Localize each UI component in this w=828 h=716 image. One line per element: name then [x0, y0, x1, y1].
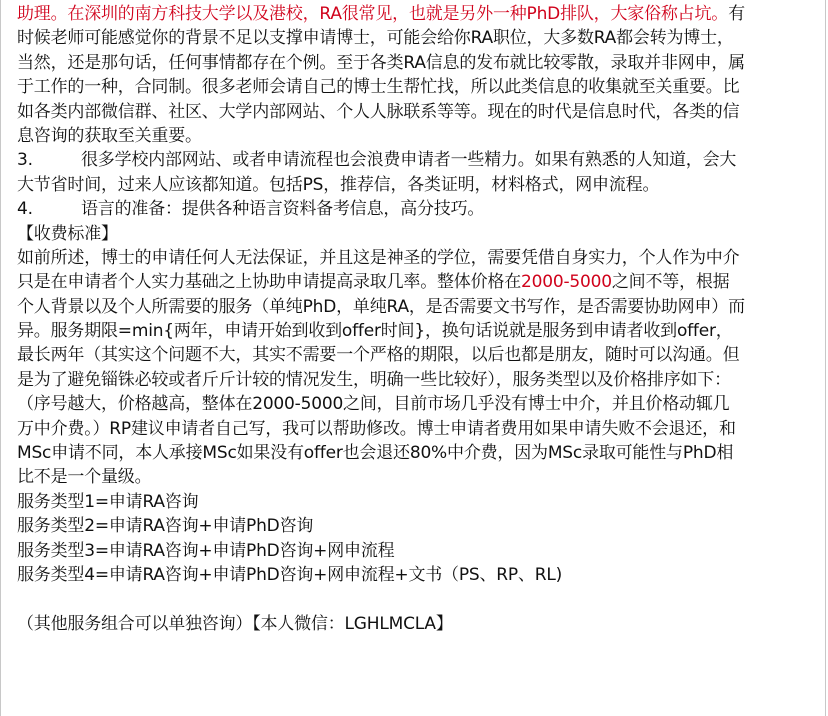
service-type-list — [17, 490, 817, 588]
body-text: 时候老师可能感觉你的背景不足以支撑申请博士，可能会给你RA职位，大多数RA都会转为博士， — [17, 28, 734, 49]
fee-paragraph-line — [17, 343, 817, 367]
body-text: 个人背景以及个人所需要的服务（单纯PhD，单纯RA，是否需要文书写作，是否需要协助网申）而 — [17, 296, 745, 317]
ra-paragraph-line — [17, 124, 817, 148]
item-3-text-2: 大节省时间，过来人应该都知道。包括PS，推荐信，各类证明，材料格式，网申流程。 — [17, 174, 660, 195]
fee-paragraph-line — [17, 368, 817, 392]
fee-paragraph-line — [17, 295, 817, 319]
ra-paragraph-line — [17, 51, 817, 75]
ra-section — [17, 2, 817, 148]
body-text: 是为了避免锱铢必较或者斤斤计较的情况发生，明确一些比较好），服务类型以及价格排序如下： — [17, 369, 731, 390]
fee-heading — [17, 222, 817, 246]
fee-section — [17, 246, 817, 490]
body-text: 异。服务期限=min{两年，申请开始到收到offer时间}，换句话说就是服务到申请者收到offer， — [17, 321, 733, 342]
item-4-text: 语言的准备：提供各种语言资料备考信息，高分技巧。 — [81, 199, 485, 220]
service-type-item: 服务类型1=申请RA咨询 — [17, 491, 199, 512]
body-text: 当然，还是那句话，任何事情都存在个例。至于各类RA信息的发布就比较零散，录取并非网申，属 — [17, 52, 745, 73]
item-3-number: 3. — [17, 150, 33, 171]
service-type-item: 服务类型2=申请RA咨询+申请PhD咨询 — [17, 516, 314, 537]
service-type-item: 服务类型4=申请RA咨询+申请PhD咨询+网申流程+文书（PS、RP、RL) — [17, 564, 563, 585]
body-text: 最长两年（其实这个问题不大，其实不需要一个严格的期限，以后也都是朋友，随时可以沟通。但 — [17, 345, 740, 366]
fee-paragraph-line — [17, 319, 817, 343]
document-body — [17, 2, 817, 636]
ra-paragraph-line — [17, 26, 817, 50]
item-4-number: 4. — [17, 199, 33, 220]
highlighted-text: 2000-5000 — [521, 272, 612, 293]
footer-text: （其他服务组合可以单独咨询）【本人微信：LGHLMCLA】 — [17, 613, 453, 634]
item-3-line-1 — [17, 148, 817, 172]
body-text: 有 — [728, 4, 745, 24]
body-text: 比不是一个量级。 — [17, 467, 152, 488]
fee-paragraph-line — [17, 441, 817, 465]
fee-paragraph-line — [17, 246, 817, 270]
fee-paragraph-line — [17, 392, 817, 416]
body-text: 只是在申请者个人实力基础之上协助申请提高录取几率。整体价格在 — [17, 272, 521, 293]
item-4-line — [17, 197, 817, 221]
body-text: MSc申请不同，本人承接MSc如果没有offer也会退还80%中介费，因为MSc录取可能性与PhD相 — [17, 443, 734, 464]
ra-paragraph-line — [17, 100, 817, 124]
body-text: 万中介费。）RP建议申请者自己写，我可以帮助修改。博士申请者费用如果申请失败不会退还，和 — [17, 418, 736, 439]
fee-paragraph-line — [17, 417, 817, 441]
fee-paragraph-line — [17, 270, 817, 294]
service-type-item: 服务类型3=申请RA咨询+申请PhD咨询+网申流程 — [17, 540, 395, 561]
item-3-line-2 — [17, 173, 817, 197]
item-3-text-1: 很多学校内部网站、或者申请流程也会浪费申请者一些精力。如果有熟悉的人知道，会大 — [81, 150, 737, 171]
footer-line — [17, 612, 817, 636]
body-text: 如前所述，博士的申请任何人无法保证，并且这是神圣的学位，需要凭借自身实力，个人作为中介 — [17, 247, 740, 268]
body-text: 于工作的一种，合同制。很多老师会请自己的博士生帮忙找，所以此类信息的收集就至关重要。比 — [17, 77, 740, 98]
fee-paragraph-line — [17, 465, 817, 489]
ra-paragraph-line — [17, 75, 817, 99]
ra-paragraph-line — [17, 2, 817, 26]
body-text: 息咨询的获取至关重要。 — [17, 125, 202, 146]
blank-line — [17, 587, 817, 611]
body-text: 如各类内部微信群、社区、大学内部网站、个人人脉联系等等。现在的时代是信息时代，各类的信 — [17, 101, 740, 122]
highlighted-text: 助理。在深圳的南方科技大学以及港校，RA很常见，也就是另外一种PhD排队，大家俗称占坑。 — [17, 4, 729, 24]
fee-heading-text: 【收费标准】 — [17, 223, 118, 244]
body-text: （序号越大，价格越高，整体在2000-5000之间，目前市场几乎没有博士中介，并且价格动辄几 — [17, 394, 730, 415]
body-text: 之间不等，根据 — [611, 272, 730, 293]
